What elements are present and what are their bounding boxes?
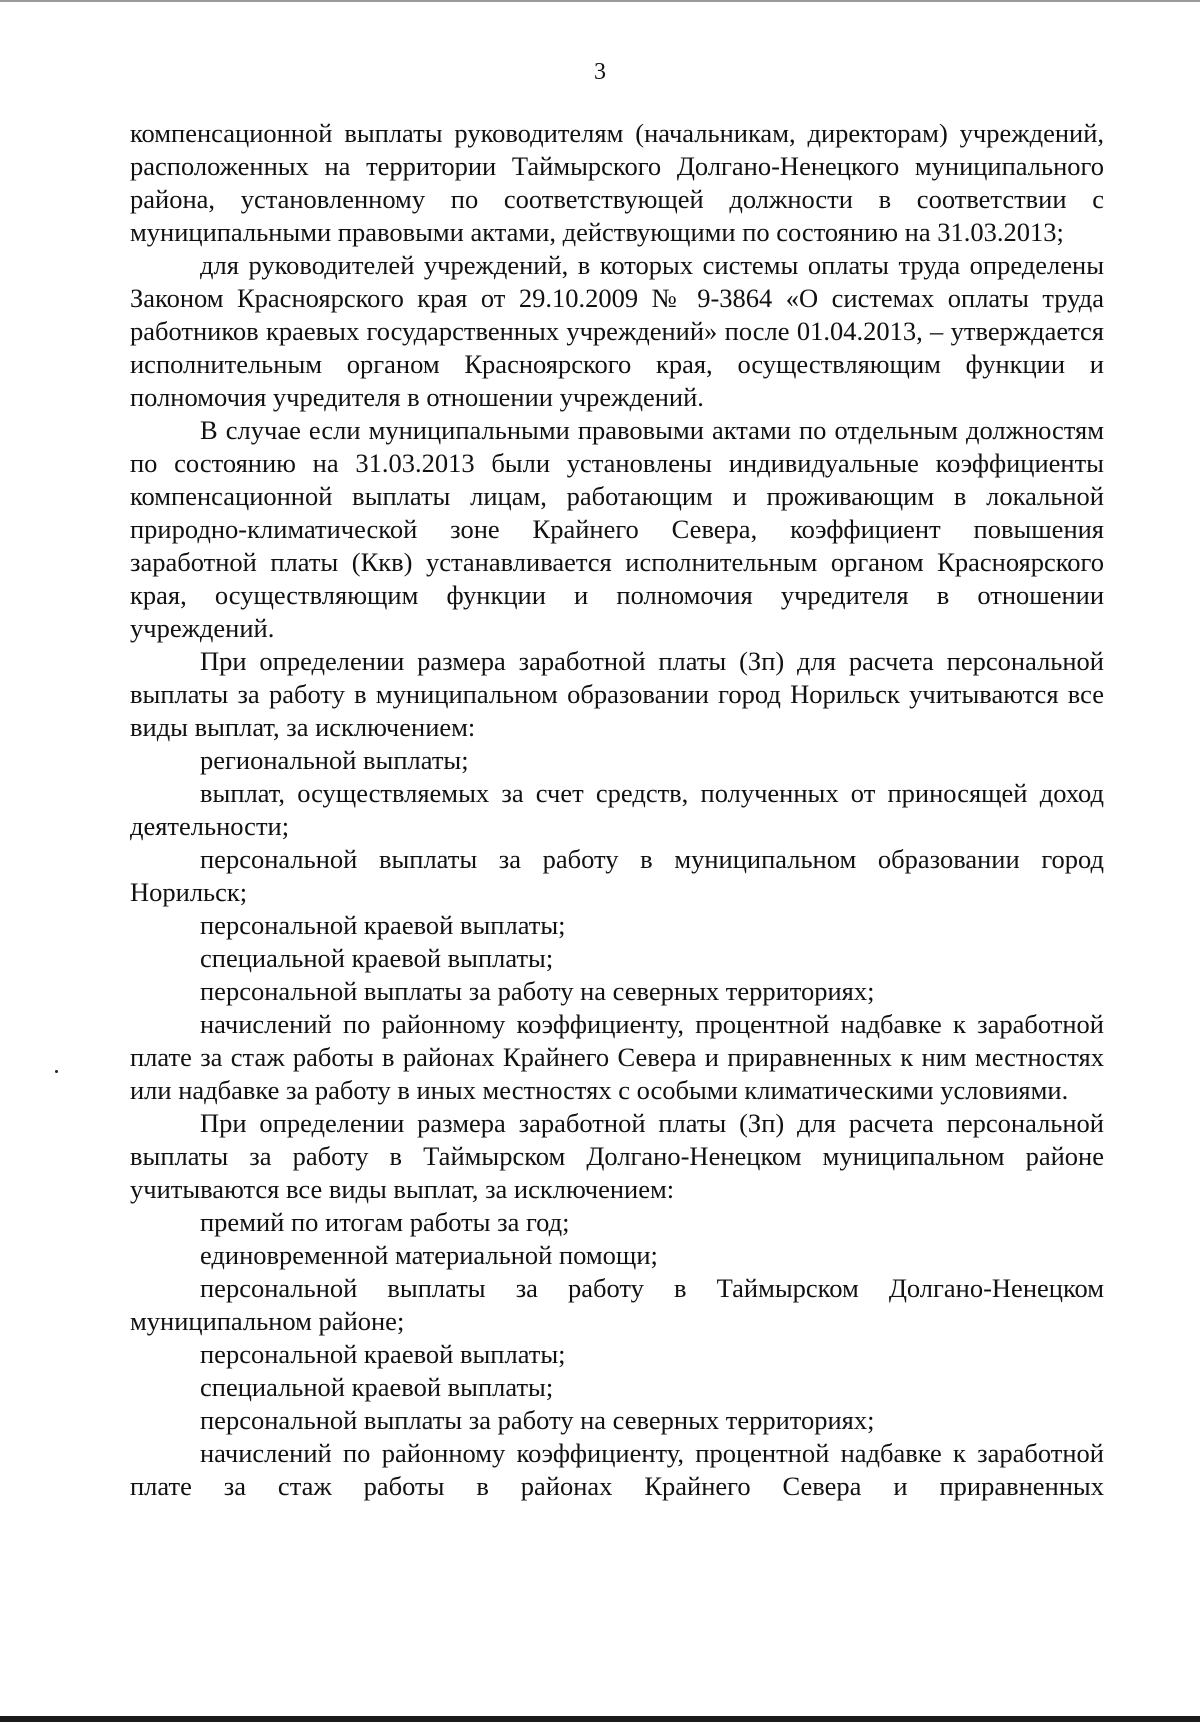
paragraph: персональной выплаты за работу на северных территориях;: [200, 1405, 875, 1435]
paragraph: начислений по районному коэффициенту, процентной надбавке к заработной плате за стаж работы в районах Крайнего Севера и приравненных: [130, 1438, 1104, 1501]
paragraph: компенсационной выплаты руководителям (начальникам, директорам) учреждений, расположенных на территории Таймырского Долгано-Ненецкого муниципального района, установленному по соответствующей должности в соответствии с муниципальными правовыми актами, действующими по состоянию на 31.03.2013;: [130, 118, 1104, 247]
paragraph: При определении размера заработной платы (Зп) для расчета персональной выплаты за работу в Таймырском Долгано-Ненецком муниципальном районе учитываются все виды выплат, за исключением:: [130, 1108, 1104, 1204]
paragraph: персональной краевой выплаты;: [200, 1339, 566, 1369]
document-body: [130, 117, 1104, 1503]
paragraph: персональной выплаты за работу на северных территориях;: [200, 976, 875, 1006]
paragraph: персональной выплаты за работу в Таймырском Долгано-Ненецком муниципальном районе;: [130, 1273, 1104, 1336]
scan-bottom-edge: [0, 1716, 1200, 1722]
paragraph: выплат, осуществляемых за счет средств, полученных от приносящей доход деятельности;: [130, 778, 1104, 841]
page-number: 3: [594, 59, 606, 85]
paragraph: персональной выплаты за работу в муниципальном образовании город Норильск;: [130, 844, 1104, 907]
paragraph: специальной краевой выплаты;: [200, 1372, 554, 1402]
paragraph: региональной выплаты;: [200, 745, 469, 775]
scan-top-edge: [0, 0, 1200, 2]
paragraph: начислений по районному коэффициенту, процентной надбавке к заработной плате за стаж работы в районах Крайнего Севера и приравненных к ним местностях или надбавке за работу в иных местностях с особыми климатическими условиями.: [130, 1009, 1104, 1105]
paragraph: При определении размера заработной платы (Зп) для расчета персональной выплаты за работу в муниципальном образовании город Норильск учитываются все виды выплат, за исключением:: [130, 646, 1104, 742]
paragraph: единовременной материальной помощи;: [200, 1240, 658, 1270]
paragraph: для руководителей учреждений, в которых системы оплаты труда определены Законом Красноярского края от 29.10.2009 № 9-3864 «О системах оплаты труда работников краевых государственных учреждений» после 01.04.2013, – утверждается исполнительным органом Красноярского края, осуществляющим функции и полномочия учредителя в отношении учреждений.: [130, 250, 1104, 412]
paragraph: персональной краевой выплаты;: [200, 910, 566, 940]
paragraph: премий по итогам работы за год;: [200, 1207, 570, 1237]
paragraph: специальной краевой выплаты;: [200, 943, 554, 973]
paragraph: В случае если муниципальными правовыми актами по отдельным должностям по состоянию на 31.03.2013 были установлены индивидуальные коэффициенты компенсационной выплаты лицам, работающим и проживающим в локальной природно-климатической зоне Крайнего Севера, коэффициент повышения заработной платы (Ккв) устанавливается исполнительным органом Красноярского края, осуществляющим функции и полномочия учредителя в отношении учреждений.: [130, 415, 1104, 643]
scan-speck: [55, 1070, 58, 1073]
